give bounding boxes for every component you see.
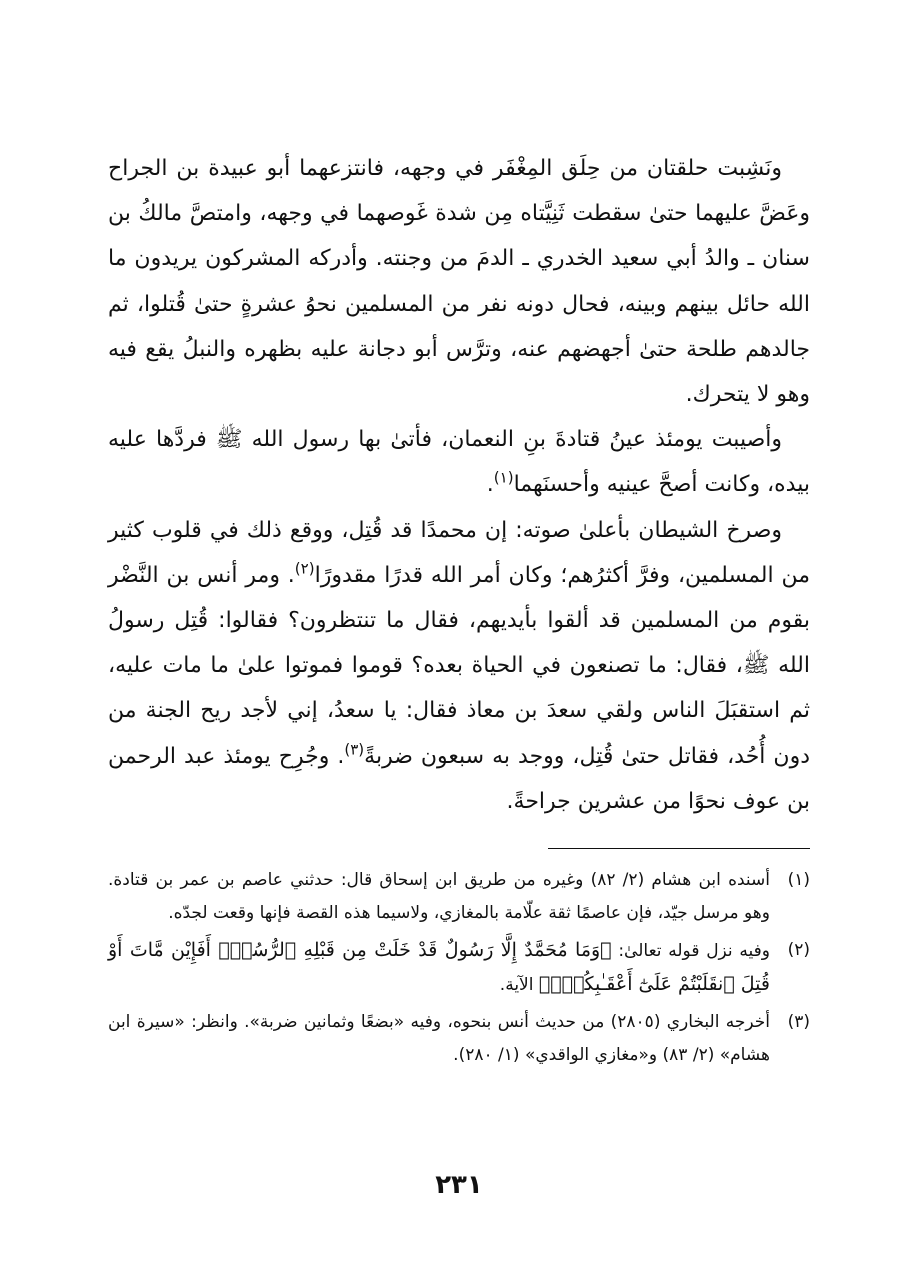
footnote-divider xyxy=(548,848,810,849)
footnote-1 xyxy=(108,864,810,930)
paragraph-2-text: وأصيبت يومئذ عينُ قتادةَ بنِ النعمان، فأتىٰ بها رسول الله ﷺ فردَّها عليه بيده، وكانت أصحَّ عينيه وأحسنَهما xyxy=(108,427,810,498)
footnotes xyxy=(108,864,810,1076)
paragraph-3-text-a: وصرخ الشيطان بأعلىٰ صوته: إن محمدًا قد قُتِل، ووقع ذلك في قلوب كثير من المسلمين، وفرَّ أكثرُهم؛ وكان أمر الله قدرًا مقدورًا xyxy=(108,517,810,588)
quran-verse: ﴿وَمَا مُحَمَّدٌ إِلَّا رَسُولٌ قَدْ خَلَتْ مِن قَبْلِهِ ٱلرُّسُلُۚ أَفَإِيْن مَّاتَ أَوْ قُتِلَ ٱنقَلَبْتُمْ عَلَىٰٓ أَعْقَـٰبِكُمْۚ﴾ xyxy=(108,939,770,995)
footnote-text-before: وفيه نزل قوله تعالىٰ: xyxy=(611,941,770,961)
paragraph-1 xyxy=(108,146,810,417)
footnote-text: أخرجه البخاري (٢٨٠٥) من حديث أنس بنحوه، وفيه «بضعًا وثمانين ضربة». وانظر: «سيرة ابن هشام» (٢/ ٨٣) و«مغازي الواقدي» (١/ ٢٨٠). xyxy=(108,1012,770,1065)
footnote-text xyxy=(108,934,770,1002)
paragraph-2 xyxy=(108,417,810,507)
footnote-number: (٣) xyxy=(787,1012,810,1032)
footnote-text: أسنده ابن هشام (٢/ ٨٢) وغيره من طريق ابن إسحاق قال: حدثني عاصم بن عمر بن قتادة. وهو مرسل جيّد، فإن عاصمًا ثقة علّامة بالمغازي، ولاسيما هذه القصة فإنها وقعت لجدّه. xyxy=(108,870,770,923)
footnote-2 xyxy=(108,934,810,1002)
footnote-number: (٢) xyxy=(787,940,810,960)
footnote-ref-2[interactable]: (٢) xyxy=(294,559,315,578)
paragraph-1-text: ونَشِبت حلقتان من حِلَق المِغْفَر في وجهه، فانتزعهما أبو عبيدة بن الجراح وعَضَّ عليهما حتىٰ سقطت ثَنِيَّتاه مِن شدة غَوصهما في وجهه، وامتصَّ مالكُ بن سنان ـ والدُ أبي سعيد الخدري ـ الدمَ من وجنته. وأدركه المشركون يريدون ما الله حائل بينهم وبينه، فحال دونه نفر من المسلمين نحوُ عشرةٍ حتىٰ قُتلوا، ثم جالدهم طلحة حتىٰ أجهضهم عنه، وترَّس أبو دجانة عليه بظهره والنبلُ يقع فيه وهو لا يتحرك. xyxy=(108,156,810,408)
paragraph-3 xyxy=(108,508,810,824)
page-number: ٢٣١ xyxy=(435,1170,483,1200)
book-page xyxy=(108,146,811,1200)
main-text xyxy=(108,146,810,824)
footnote-3 xyxy=(108,1006,810,1072)
footnote-ref-1[interactable]: (١) xyxy=(493,469,514,488)
paragraph-3-text-b: . ومر أنس بن النَّضْر بقوم من المسلمين قد ألقوا بأيديهم، فقال ما تنتظرون؟ فقالوا: قُتِل رسولُ الله ﷺ، فقال: ما تصنعون في الحياة بعده؟ قوموا فموتوا علىٰ ما مات عليه، ثم استقبَلَ الناس ولقي سعدَ بن معاذ فقال: يا سعدُ، إني لأجد ريح الجنة من دون أُحُد، فقاتل حتىٰ قُتِل، ووجد به سبعون ضربةً xyxy=(108,562,811,769)
footnote-text-after: الآية. xyxy=(499,975,539,995)
footnote-number: (١) xyxy=(787,870,810,890)
paragraph-2-end: . xyxy=(486,472,494,498)
footnote-ref-3[interactable]: (٣) xyxy=(344,740,365,759)
paragraph-3-text-c: . وجُرِح يومئذ عبد الرحمن بن عوف نحوًا من عشرين جراحةً. xyxy=(108,743,810,814)
